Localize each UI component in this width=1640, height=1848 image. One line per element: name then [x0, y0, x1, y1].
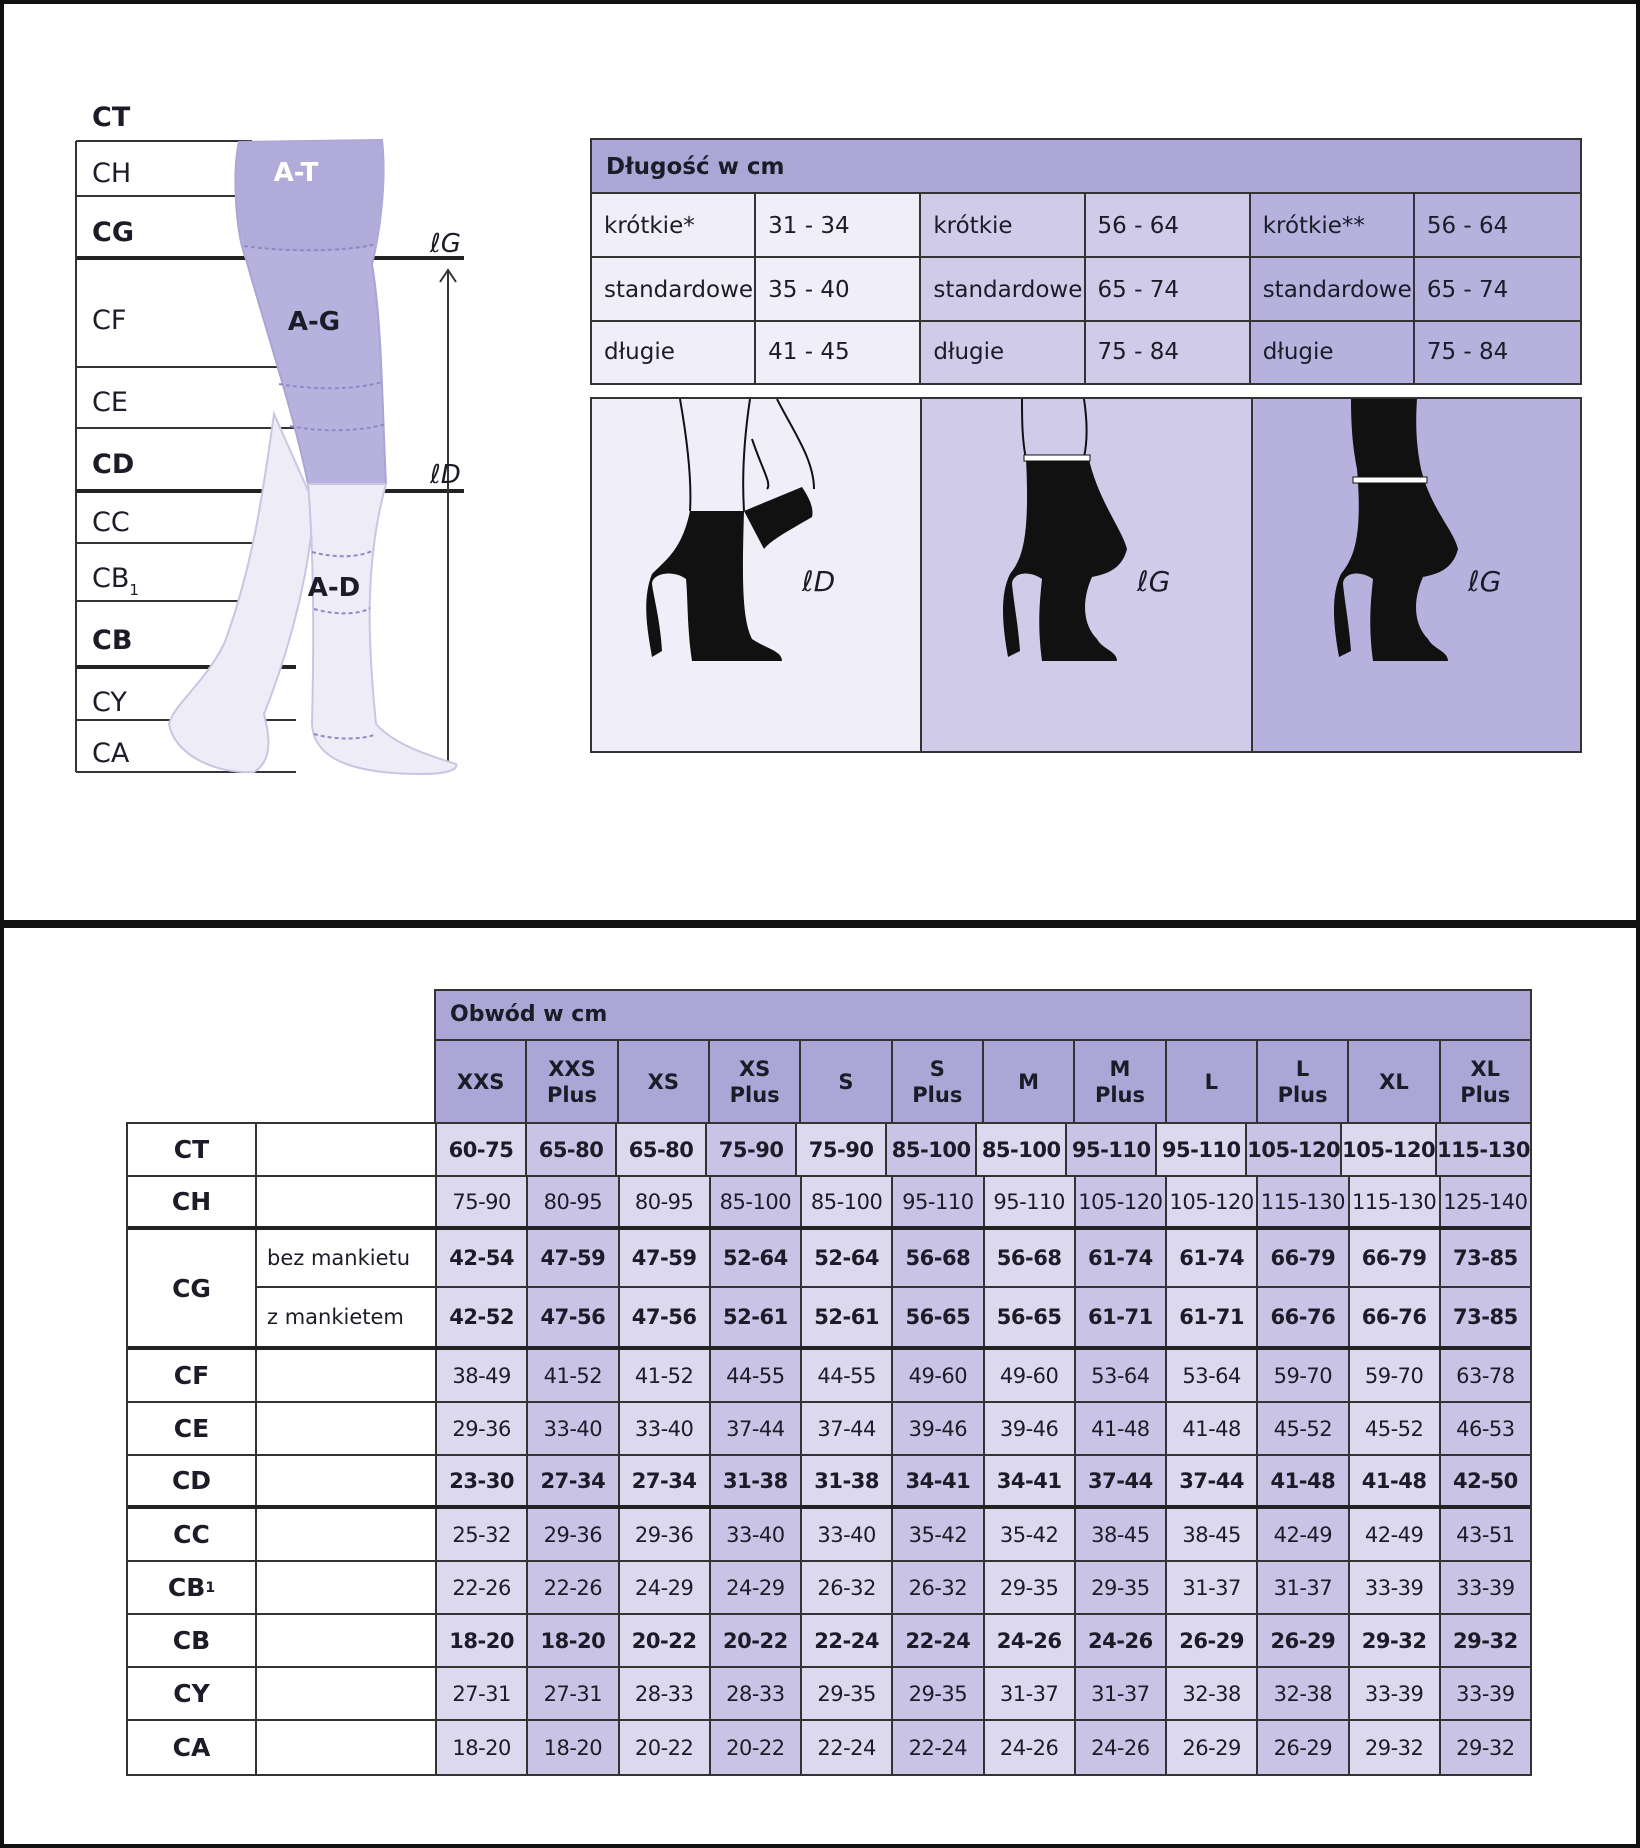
- length-cell: 65 - 74: [1086, 258, 1251, 320]
- size-value-cell: 18-20: [528, 1721, 619, 1774]
- size-header-cell: S Plus: [893, 1041, 984, 1122]
- size-value-cell: 61-74: [1167, 1230, 1258, 1286]
- size-value-cell: 59-70: [1258, 1350, 1349, 1401]
- size-value-cell: 38-45: [1167, 1509, 1258, 1560]
- size-value-cell: 24-29: [711, 1562, 802, 1613]
- size-value-cell: 39-46: [893, 1403, 984, 1454]
- size-value-cell: 29-35: [1076, 1562, 1167, 1613]
- size-value-cell: 85-100: [802, 1177, 893, 1226]
- size-value-cell: 37-44: [711, 1403, 802, 1454]
- size-value-cell: 41-48: [1167, 1403, 1258, 1454]
- size-value-cell: 115-130: [1437, 1124, 1530, 1175]
- size-value-cell: 95-110: [1067, 1124, 1157, 1175]
- size-value-cell: 53-64: [1167, 1350, 1258, 1401]
- table-row: [128, 1350, 1530, 1403]
- size-value-cell: 27-31: [528, 1668, 619, 1719]
- size-value-cell: 26-32: [802, 1562, 893, 1613]
- size-value-cell: 28-33: [711, 1668, 802, 1719]
- size-value-cell: 33-39: [1441, 1668, 1530, 1719]
- size-value-cell: 52-64: [802, 1230, 893, 1286]
- size-value-cell: 41-48: [1350, 1456, 1441, 1505]
- size-value-cell: 41-52: [528, 1350, 619, 1401]
- size-value-cell: 23-30: [437, 1456, 528, 1505]
- size-value-cell: 52-61: [802, 1288, 893, 1346]
- cg-row-group: [128, 1230, 1530, 1350]
- size-value-cell: 63-78: [1441, 1350, 1530, 1401]
- size-header-cell: XXS Plus: [527, 1041, 618, 1122]
- size-value-cell: 39-46: [985, 1403, 1076, 1454]
- size-value-cell: 24-26: [1076, 1615, 1167, 1666]
- row-code: CF: [128, 1350, 257, 1401]
- size-value-cell: 56-68: [985, 1230, 1076, 1286]
- size-value-cell: 53-64: [1076, 1350, 1167, 1401]
- length-cell: standardowe: [592, 258, 756, 320]
- size-value-cell: 34-41: [893, 1456, 984, 1505]
- size-value-cell: 26-29: [1167, 1721, 1258, 1774]
- size-value-cell: 22-24: [893, 1721, 984, 1774]
- size-value-cell: 37-44: [802, 1403, 893, 1454]
- size-value-cell: 105-120: [1342, 1124, 1437, 1175]
- size-value-cell: 52-64: [711, 1230, 802, 1286]
- length-cell: 31 - 34: [756, 194, 921, 256]
- size-value-cell: 59-70: [1350, 1350, 1441, 1401]
- table-row: [128, 1124, 1530, 1177]
- illustration-label: ℓD: [802, 565, 836, 598]
- zone-label-calf: A-D: [307, 573, 361, 603]
- size-value-cell: 29-32: [1441, 1615, 1530, 1666]
- size-value-cell: 47-59: [528, 1230, 619, 1286]
- size-value-cell: 46-53: [1441, 1403, 1530, 1454]
- size-value-cell: 29-35: [985, 1562, 1076, 1613]
- size-value-cell: 38-49: [437, 1350, 528, 1401]
- size-header-cell: L: [1167, 1041, 1258, 1122]
- row-code: CH: [128, 1177, 257, 1226]
- size-value-cell: 61-71: [1167, 1288, 1258, 1346]
- length-row-long: [592, 322, 1580, 383]
- size-value-cell: 41-52: [620, 1350, 711, 1401]
- table-row: [128, 1403, 1530, 1456]
- size-value-cell: 24-29: [620, 1562, 711, 1613]
- length-cell: standardowe: [921, 258, 1085, 320]
- size-value-cell: 66-76: [1258, 1288, 1349, 1346]
- size-value-cell: 105-120: [1076, 1177, 1167, 1226]
- size-value-cell: 95-110: [985, 1177, 1076, 1226]
- size-header-cell: XL Plus: [1460, 1056, 1511, 1107]
- size-value-cell: 73-85: [1441, 1230, 1530, 1286]
- size-value-cell: 18-20: [437, 1615, 528, 1666]
- length-cell: krótkie*: [592, 194, 756, 256]
- size-value-cell: 75-90: [437, 1177, 528, 1226]
- size-value-cell: 41-48: [1076, 1403, 1167, 1454]
- size-value-cell: 24-26: [985, 1721, 1076, 1774]
- circumference-table-title: Obwód w cm: [434, 989, 1532, 1041]
- length-cell: długie: [592, 322, 756, 383]
- table-row: [257, 1288, 1530, 1346]
- size-value-cell: 26-29: [1258, 1615, 1349, 1666]
- size-value-cell: 95-110: [1157, 1124, 1247, 1175]
- row-subtype: [257, 1456, 437, 1505]
- size-value-cell: 56-65: [985, 1288, 1076, 1346]
- size-value-cell: 85-100: [711, 1177, 802, 1226]
- size-value-cell: 22-24: [893, 1615, 984, 1666]
- size-header-cell: XXS: [436, 1041, 527, 1122]
- size-value-cell: 25-32: [437, 1509, 528, 1560]
- size-value-cell: 22-24: [802, 1615, 893, 1666]
- size-value-cell: 42-49: [1350, 1509, 1441, 1560]
- length-cell: 75 - 84: [1086, 322, 1251, 383]
- illustration-label: ℓG: [1137, 565, 1171, 598]
- size-value-cell: 33-39: [1441, 1562, 1530, 1613]
- table-row: [128, 1721, 1530, 1774]
- size-value-cell: 66-79: [1258, 1230, 1349, 1286]
- thigh-stocking-icon: [922, 399, 1251, 751]
- diagram-code-ch: CH: [92, 158, 132, 189]
- diagram-code-cc: CC: [92, 507, 130, 538]
- length-row-standard: [592, 258, 1580, 322]
- size-value-cell: 26-29: [1258, 1721, 1349, 1774]
- size-value-cell: 44-55: [711, 1350, 802, 1401]
- size-value-cell: 33-40: [711, 1509, 802, 1560]
- size-value-cell: 18-20: [437, 1721, 528, 1774]
- length-cell: 41 - 45: [756, 322, 921, 383]
- row-subtype: z mankietem: [257, 1288, 437, 1346]
- size-value-cell: 56-68: [893, 1230, 984, 1286]
- size-value-cell: 37-44: [1076, 1456, 1167, 1505]
- marker-lg: ℓG: [430, 229, 461, 259]
- leg-measurement-diagram: [64, 84, 484, 784]
- size-value-cell: 60-75: [437, 1124, 527, 1175]
- row-code: CE: [128, 1403, 257, 1454]
- size-header-cell: S: [801, 1041, 892, 1122]
- size-value-cell: 115-130: [1350, 1177, 1441, 1226]
- size-value-cell: 33-40: [528, 1403, 619, 1454]
- length-cell: 56 - 64: [1086, 194, 1251, 256]
- size-header-cell: M Plus: [1075, 1041, 1166, 1122]
- table-row: [128, 1615, 1530, 1668]
- size-value-cell: 75-90: [797, 1124, 887, 1175]
- size-value-cell: 26-32: [893, 1562, 984, 1613]
- row-code: CB 1: [128, 1562, 257, 1613]
- size-value-cell: 26-29: [1167, 1615, 1258, 1666]
- row-subtype: [257, 1350, 437, 1401]
- length-cell: długie: [921, 322, 1085, 383]
- size-value-cell: 24-26: [1076, 1721, 1167, 1774]
- length-cell: krótkie**: [1251, 194, 1415, 256]
- size-value-cell: 66-79: [1350, 1230, 1441, 1286]
- row-code: CY: [128, 1668, 257, 1719]
- size-value-cell: 22-26: [528, 1562, 619, 1613]
- row-subtype: [257, 1668, 437, 1719]
- table-row: [128, 1177, 1530, 1230]
- size-value-cell: 42-49: [1258, 1509, 1349, 1560]
- size-value-cell: 27-34: [620, 1456, 711, 1505]
- size-value-cell: 44-55: [802, 1350, 893, 1401]
- size-value-cell: 65-80: [527, 1124, 617, 1175]
- diagram-code-cg: CG: [92, 217, 134, 248]
- size-value-cell: 34-41: [985, 1456, 1076, 1505]
- row-code: CT: [128, 1124, 257, 1175]
- length-cell: 65 - 74: [1415, 258, 1580, 320]
- size-value-cell: 42-50: [1441, 1456, 1530, 1505]
- length-cell: krótkie: [921, 194, 1085, 256]
- illustration-thigh-band-stocking: [1253, 399, 1580, 751]
- size-value-cell: 49-60: [985, 1350, 1076, 1401]
- size-header-cell: L Plus: [1258, 1041, 1349, 1122]
- row-code: CD: [128, 1456, 257, 1505]
- size-value-cell: 29-32: [1350, 1721, 1441, 1774]
- size-value-cell: 28-33: [620, 1668, 711, 1719]
- size-value-cell: 20-22: [620, 1615, 711, 1666]
- diagram-code-cf: CF: [92, 305, 127, 336]
- illustration-thigh-stocking: [922, 399, 1253, 751]
- size-value-cell: 45-52: [1350, 1403, 1441, 1454]
- size-value-cell: 105-120: [1247, 1124, 1342, 1175]
- size-value-cell: 31-37: [985, 1668, 1076, 1719]
- length-cell: długie: [1251, 322, 1415, 383]
- size-value-cell: 42-54: [437, 1230, 528, 1286]
- length-row-short: [592, 194, 1580, 258]
- size-value-cell: 32-38: [1167, 1668, 1258, 1719]
- row-subtype: [257, 1177, 437, 1226]
- size-value-cell: 35-42: [893, 1509, 984, 1560]
- illustration-label: ℓG: [1468, 565, 1502, 598]
- size-value-cell: 20-22: [711, 1721, 802, 1774]
- size-value-cell: 31-38: [802, 1456, 893, 1505]
- size-value-cell: 22-24: [802, 1721, 893, 1774]
- size-header-cell: XS: [619, 1041, 710, 1122]
- row-subtype: [257, 1509, 437, 1560]
- diagram-code-ct: CT: [92, 102, 131, 133]
- row-subtype: bez mankietu: [257, 1230, 437, 1286]
- size-value-cell: 85-100: [887, 1124, 977, 1175]
- row-code: CB: [128, 1615, 257, 1666]
- size-value-cell: 29-35: [802, 1668, 893, 1719]
- size-value-cell: 33-40: [802, 1509, 893, 1560]
- row-subtype: [257, 1124, 437, 1175]
- row-subtype: [257, 1562, 437, 1613]
- table-row: [257, 1230, 1530, 1288]
- row-subtype: [257, 1615, 437, 1666]
- size-value-cell: 33-39: [1350, 1668, 1441, 1719]
- length-table: [590, 138, 1582, 385]
- size-value-cell: 22-26: [437, 1562, 528, 1613]
- row-code: CC: [128, 1509, 257, 1560]
- stocking-illustrations: [590, 397, 1582, 753]
- size-value-cell: 115-130: [1258, 1177, 1349, 1226]
- size-value-cell: 33-39: [1350, 1562, 1441, 1613]
- size-value-cell: 31-38: [711, 1456, 802, 1505]
- length-cell: 56 - 64: [1415, 194, 1580, 256]
- size-value-cell: 41-48: [1258, 1456, 1349, 1505]
- diagram-code-cb: CB: [92, 625, 133, 656]
- size-value-cell: 75-90: [707, 1124, 797, 1175]
- size-value-cell: 35-42: [985, 1509, 1076, 1560]
- size-header-cell: XS Plus: [710, 1041, 801, 1122]
- row-code: CA: [128, 1721, 257, 1774]
- size-value-cell: 18-20: [528, 1615, 619, 1666]
- table-row: [128, 1456, 1530, 1509]
- size-value-cell: 105-120: [1167, 1177, 1258, 1226]
- size-value-cell: 45-52: [1258, 1403, 1349, 1454]
- marker-ld: ℓD: [430, 460, 461, 490]
- size-value-cell: 61-71: [1076, 1288, 1167, 1346]
- thigh-band-stocking-icon: [1253, 399, 1578, 751]
- size-header-row: [434, 1041, 1532, 1124]
- size-value-cell: 37-44: [1167, 1456, 1258, 1505]
- size-value-cell: 80-95: [620, 1177, 711, 1226]
- size-value-cell: 31-37: [1258, 1562, 1349, 1613]
- size-value-cell: 125-140: [1441, 1177, 1530, 1226]
- size-value-cell: 43-51: [1441, 1509, 1530, 1560]
- size-value-cell: 52-61: [711, 1288, 802, 1346]
- size-value-cell: 29-36: [528, 1509, 619, 1560]
- size-value-cell: 32-38: [1258, 1668, 1349, 1719]
- diagram-code-cy: CY: [92, 687, 127, 718]
- diagram-code-cb1: $CB_1$: [92, 563, 139, 599]
- diagram-code-ca: CA: [92, 738, 130, 769]
- diagram-code-cd: CD: [92, 449, 135, 480]
- table-row: [128, 1668, 1530, 1721]
- circumference-table: [126, 1122, 1532, 1776]
- size-value-cell: 42-52: [437, 1288, 528, 1346]
- size-value-cell: 85-100: [977, 1124, 1067, 1175]
- size-value-cell: 47-56: [620, 1288, 711, 1346]
- knee-stocking-icon: [592, 399, 920, 751]
- zone-label-thigh-top: A-T: [273, 158, 319, 188]
- size-value-cell: 31-37: [1167, 1562, 1258, 1613]
- size-value-cell: 47-59: [620, 1230, 711, 1286]
- size-value-cell: 49-60: [893, 1350, 984, 1401]
- size-value-cell: 33-40: [620, 1403, 711, 1454]
- size-value-cell: 29-36: [437, 1403, 528, 1454]
- size-value-cell: 61-74: [1076, 1230, 1167, 1286]
- row-code: CG: [128, 1230, 257, 1346]
- table-row: [128, 1562, 1530, 1615]
- size-value-cell: 29-32: [1441, 1721, 1530, 1774]
- size-value-cell: 29-35: [893, 1668, 984, 1719]
- length-cell: 35 - 40: [756, 258, 921, 320]
- size-value-cell: 31-37: [1076, 1668, 1167, 1719]
- size-value-cell: 80-95: [528, 1177, 619, 1226]
- table-row: [128, 1509, 1530, 1562]
- size-value-cell: 73-85: [1441, 1288, 1530, 1346]
- row-subtype: [257, 1721, 437, 1774]
- size-header-cell: M: [984, 1041, 1075, 1122]
- row-subtype: [257, 1403, 437, 1454]
- size-value-cell: 24-26: [985, 1615, 1076, 1666]
- length-table-title: Długość w cm: [592, 140, 1580, 194]
- size-value-cell: 27-34: [528, 1456, 619, 1505]
- length-cell: 75 - 84: [1415, 322, 1580, 383]
- illustration-knee-stocking: [592, 399, 922, 751]
- zone-label-thigh: A-G: [287, 307, 341, 337]
- diagram-code-ce: CE: [92, 387, 128, 418]
- size-value-cell: 29-36: [620, 1509, 711, 1560]
- size-value-cell: 20-22: [620, 1721, 711, 1774]
- size-value-cell: 20-22: [711, 1615, 802, 1666]
- size-value-cell: 95-110: [893, 1177, 984, 1226]
- size-value-cell: 65-80: [617, 1124, 707, 1175]
- size-value-cell: 66-76: [1350, 1288, 1441, 1346]
- size-value-cell: 47-56: [528, 1288, 619, 1346]
- size-header-cell: XL: [1349, 1041, 1440, 1122]
- size-value-cell: 56-65: [893, 1288, 984, 1346]
- size-value-cell: 29-32: [1350, 1615, 1441, 1666]
- length-cell: standardowe: [1251, 258, 1415, 320]
- size-value-cell: 27-31: [437, 1668, 528, 1719]
- size-value-cell: 38-45: [1076, 1509, 1167, 1560]
